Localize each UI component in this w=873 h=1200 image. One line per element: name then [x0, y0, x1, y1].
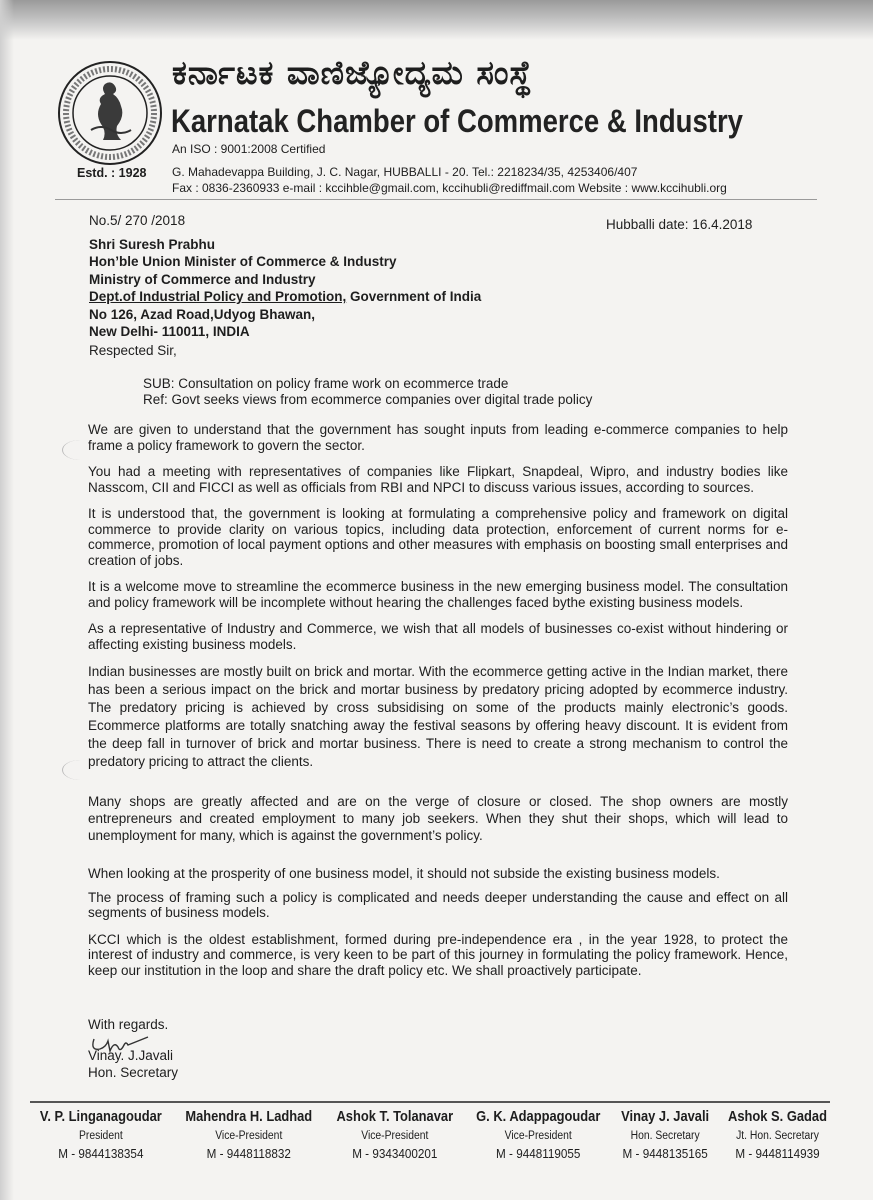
scan-edge: [0, 0, 14, 1200]
addressee-line: [89, 288, 481, 305]
contact-line: Fax : 0836-2360933 e-mail : kccihble@gmail.com, kccihubli@rediffmail.com Website : www.kccihubli.org: [172, 181, 727, 195]
signatory-title: Hon. Secretary: [88, 1064, 179, 1080]
closing: With regards.: [88, 1017, 169, 1032]
officer-mobile: M - 9448114939: [735, 1146, 820, 1161]
officer-name: G. K. Adappagoudar: [475, 1108, 601, 1125]
reference-number: No.5/ 270 /2018: [89, 213, 186, 228]
officer-role: Vice-President: [215, 1130, 283, 1142]
signatory-block: [88, 1048, 178, 1081]
officer-role: Vice-President: [504, 1130, 572, 1142]
office-bearer: [720, 1108, 835, 1161]
officer-role: Jt. Hon. Secretary: [736, 1130, 819, 1142]
scan-shadow: [0, 0, 873, 40]
seal-emblem-icon: [57, 60, 163, 166]
officer-mobile: M - 9448118832: [206, 1146, 292, 1161]
addressee-line: No 126, Azad Road,Udyog Bhawan,: [89, 306, 316, 322]
government-name: Government of India: [346, 289, 482, 305]
iso-certification: An ISO : 9001:2008 Certified: [172, 142, 326, 156]
officer-name: Ashok S. Gadad: [728, 1108, 827, 1125]
org-name-kannada: ಕರ್ನಾಟಕ ವಾಣಿಜ್ಯೋದ್ಯಮ ಸಂಸ್ಥೆ: [172, 53, 533, 92]
body-paragraph: As a representative of Industry and Commerce, we wish that all models of businesses co-exist without hindering or affecting existing business models.: [88, 621, 788, 652]
org-name: Karnatak Chamber of Commerce & Industry: [171, 103, 743, 139]
address-line: G. Mahadevappa Building, J. C. Nagar, HUBBALLI - 20. Tel.: 2218234/35, 4253406/407: [172, 165, 638, 179]
addressee-block: [89, 236, 481, 340]
body-paragraph: Many shops are greatly affected and are on the verge of closure or closed. The shop owners are mostly entrepreneurs and created employment to many job seekers. When they shut their shops, which will lead to unemployment for many, which is against the government’s policy.: [88, 794, 788, 843]
body-paragraph: KCCI which is the oldest establishment, formed during pre-independence era , in the year 1928, to protect the interest of industry and commerce, is very keen to be part of this journey in formulating the policy framework. Hence, keep our institution in the loop and share the draft policy etc. We shall proactively participate.: [88, 931, 788, 978]
officer-mobile: M - 9844138354: [58, 1146, 144, 1161]
officer-name: Mahendra H. Ladhad: [185, 1108, 313, 1125]
letterhead-divider: [55, 199, 817, 200]
body-paragraph: It is a welcome move to streamline the ecommerce business in the new emerging business model. The consultation and policy framework will be incomplete without hearing the challenges faced bythe existing business models.: [88, 579, 788, 610]
letter-date: Hubballi date: 16.4.2018: [606, 217, 753, 232]
body-paragraph: We are given to understand that the government has sought inputs from leading e-commerce companies to help frame a policy framework to govern the sector.: [88, 422, 788, 453]
addressee-line: Hon’ble Union Minister of Commerce & Industry: [89, 254, 397, 270]
office-bearer: [175, 1108, 323, 1161]
officer-role: Vice-President: [360, 1130, 428, 1142]
salutation: Respected Sir,: [89, 343, 177, 358]
letter-body: [88, 422, 788, 978]
office-bearer: [614, 1108, 716, 1161]
addressee-line: Ministry of Commerce and Industry: [89, 271, 316, 287]
body-paragraph: Indian businesses are mostly built on brick and mortar. With the ecommerce getting active in the Indian market, there has been a serious impact on the brick and mortar business by predatory pricing adopted by ecommerce industry. The predatory pricing is achieved by cross subsidising on some of the products mainly electronic’s goods. Ecommerce platforms are totally snatching away the festival seasons by offering heavy discount. It is evident from the deep fall in turnover of brick and mortar business. There is need to create a strong mechanism to control the predatory pricing to attract the clients.: [88, 664, 788, 769]
officer-name: V. P. Linganagoudar: [39, 1108, 162, 1125]
officer-name: Ashok T. Tolanavar: [336, 1108, 453, 1125]
established-year: Estd. : 1928: [77, 166, 147, 180]
officer-mobile: M - 9448119055: [495, 1146, 581, 1161]
body-paragraph: The process of framing such a policy is complicated and needs deeper understanding the cause and effect on all segments of business models.: [88, 889, 788, 920]
signatory-name: Vinay. J.Javali: [88, 1048, 174, 1063]
reference-line: Ref: Govt seeks views from ecommerce companies over digital trade policy: [143, 392, 593, 407]
body-paragraph: You had a meeting with representatives of companies like Flipkart, Snapdeal, Wipro, and industry bodies like Nasscom, CII and FICCI as well as officials from RBI and NPCI to discuss various issues, according to sources.: [88, 464, 788, 495]
officer-role: Hon. Secretary: [630, 1130, 700, 1142]
body-paragraph: When looking at the prosperity of one business model, it should not subside the existing business models.: [88, 866, 720, 881]
officer-name: Vinay J. Javali: [621, 1108, 710, 1125]
subject-line: SUB: Consultation on policy frame work on ecommerce trade: [143, 376, 509, 391]
subject-block: [143, 376, 592, 408]
addressee-line: New Delhi- 110011, INDIA: [89, 324, 250, 340]
addressee-line: Shri Suresh Prabhu: [89, 237, 216, 252]
department-name: Dept.of Industrial Policy and Promotion,: [89, 289, 347, 305]
office-bearers: [30, 1108, 835, 1161]
officer-mobile: M - 9343400201: [351, 1146, 437, 1161]
officer-mobile: M - 9448135165: [622, 1146, 708, 1161]
office-bearer: [327, 1108, 463, 1161]
officer-role: President: [78, 1130, 123, 1142]
office-bearer: [30, 1108, 172, 1161]
office-bearer: [466, 1108, 610, 1161]
body-paragraph: It is understood that, the government is looking at formulating a comprehensive policy and framework on digital commerce to provide clarity on various topics, including data protection, enforcement of current norms for e-commerce, promotion of local payment options and other measures with emphasis on boosting small enterprises and creation of jobs.: [88, 506, 788, 568]
footer-divider: [30, 1101, 830, 1103]
